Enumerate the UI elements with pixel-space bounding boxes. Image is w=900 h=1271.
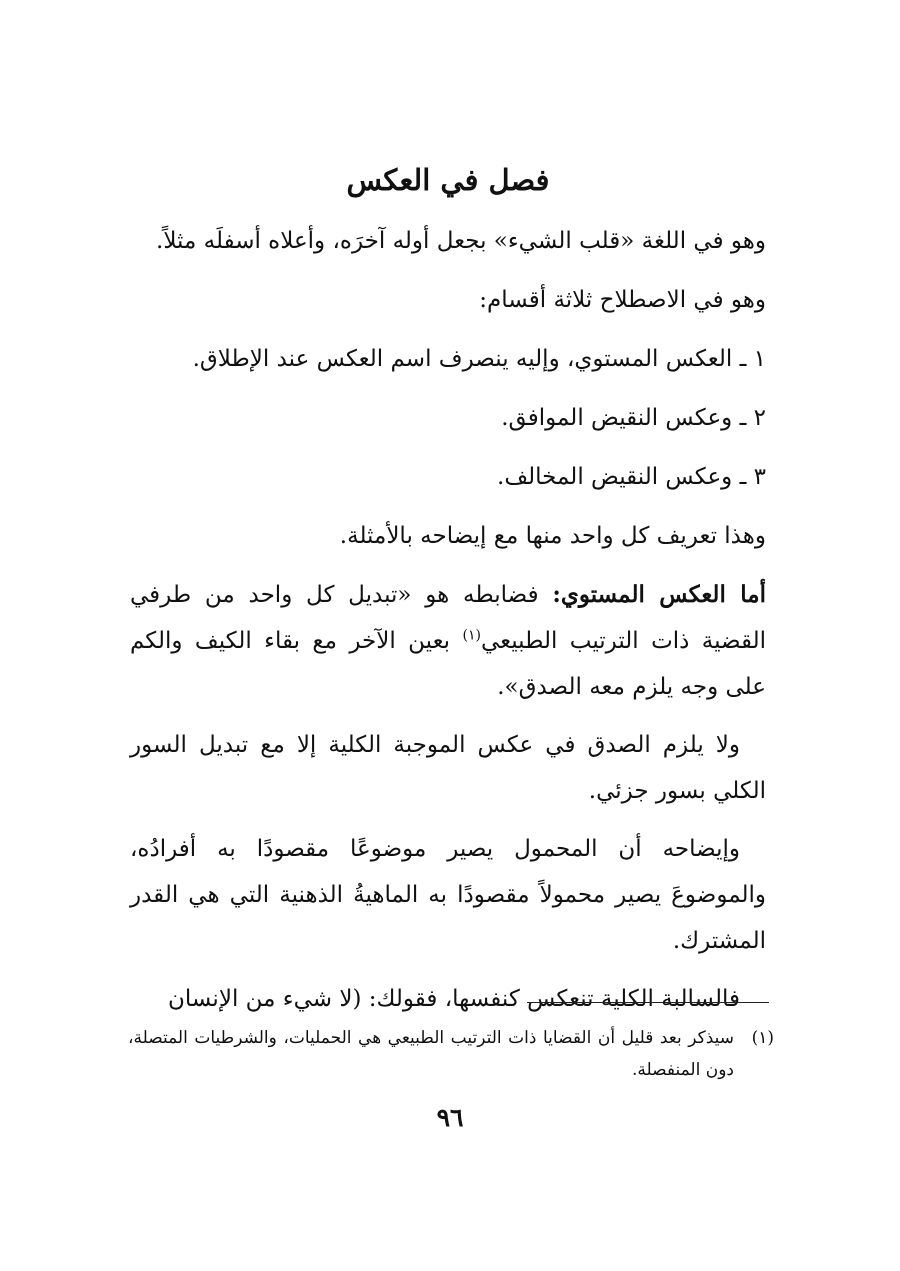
list-item: ١ ـ العكس المستوي، وإليه ينصرف اسم العكس عند الإطلاق.	[192, 346, 766, 372]
footnote-number: (١)	[751, 1028, 774, 1048]
definition-paragraph	[130, 572, 766, 710]
paragraph: ولا يلزم الصدق في عكس الموجبة الكلية إلا مع تبديل السور الكلي بسور جزئي.	[130, 732, 766, 804]
page-body	[130, 150, 766, 1034]
section-title: فصل في العكس	[346, 163, 550, 197]
definition-text-continued: بعين الآخر مع بقاء الكيف والكم على وجه يلزم معه الصدق».	[130, 628, 766, 700]
text-line: وهو في الاصطلاح ثلاثة أقسام:	[479, 287, 766, 313]
list-item: ٢ ـ وعكس النقيض الموافق.	[501, 405, 766, 431]
footnote	[128, 1022, 774, 1086]
footnote-reference: (١)	[462, 627, 481, 644]
footnote-text: سيذكر بعد قليل أن القضايا ذات الترتيب الطبيعي هي الحمليات، والشرطيات المتصلة، دون المنفصلة.	[128, 1028, 734, 1080]
page-number: ٩٦	[436, 1103, 464, 1132]
definition-lead: أما العكس المستوي:	[552, 581, 767, 608]
paragraph: فالسالبة الكلية تنعكس كنفسها، فقولك: (لا شيء من الإنسان	[168, 986, 740, 1012]
footnote-separator	[527, 1002, 769, 1003]
paragraph: وإيضاحه أن المحمول يصير موضوعًا مقصودًا به أفرادُه، والموضوعَ يصير محمولاً مقصودًا به الماهيةُ الذهنية التي هي القدر المشترك.	[130, 836, 766, 954]
list-item: ٣ ـ وعكس النقيض المخالف.	[497, 464, 766, 490]
text-line: وهو في اللغة «قلب الشيء» بجعل أوله آخرَه، وأعلاه أسفلَه مثلاً.	[156, 228, 766, 254]
definition-text: فضابطه هو «تبديل كل واحد من طرفي القضية ذات الترتيب الطبيعي	[130, 582, 766, 654]
text-line: وهذا تعريف كل واحد منها مع إيضاحه بالأمثلة.	[339, 523, 766, 549]
